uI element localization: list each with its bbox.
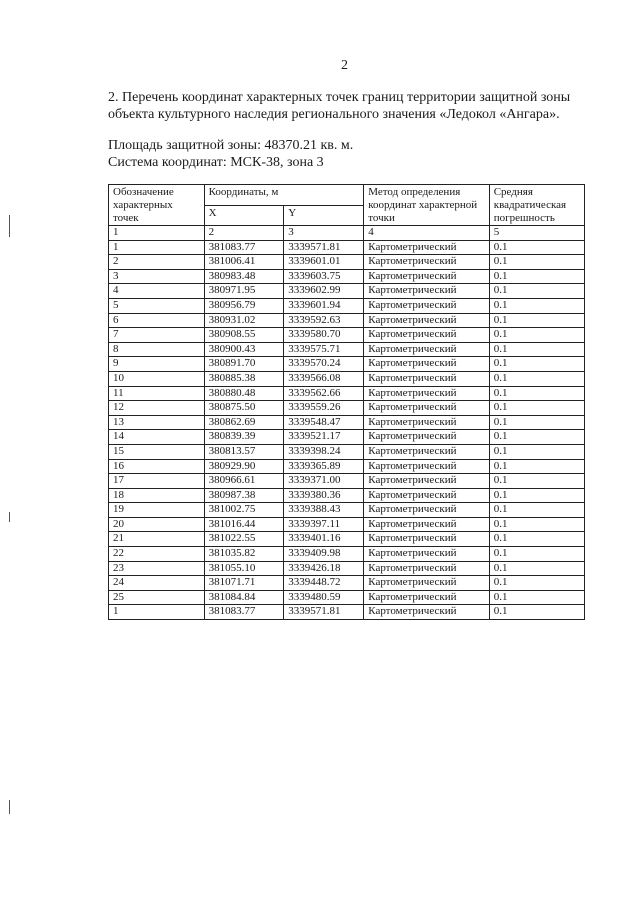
table-row bbox=[109, 255, 585, 270]
cell-method: Картометрический bbox=[364, 561, 489, 576]
table-row bbox=[109, 503, 585, 518]
cell-error: 0.1 bbox=[489, 576, 584, 591]
cell-x: 381006.41 bbox=[204, 255, 284, 270]
table-row bbox=[109, 357, 585, 372]
cell-x: 381084.84 bbox=[204, 590, 284, 605]
cell-y: 3339448.72 bbox=[284, 576, 364, 591]
scan-mark bbox=[9, 800, 10, 814]
cell-x: 381083.77 bbox=[204, 240, 284, 255]
table-row bbox=[109, 415, 585, 430]
cell-error: 0.1 bbox=[489, 444, 584, 459]
cell-x: 380900.43 bbox=[204, 342, 284, 357]
cell-error: 0.1 bbox=[489, 240, 584, 255]
cell-method: Картометрический bbox=[364, 357, 489, 372]
cell-method: Картометрический bbox=[364, 605, 489, 620]
cell-method: Картометрический bbox=[364, 459, 489, 474]
cell-point: 25 bbox=[109, 590, 205, 605]
cell-method: Картометрический bbox=[364, 517, 489, 532]
cell-x: 381002.75 bbox=[204, 503, 284, 518]
cell-point: 11 bbox=[109, 386, 205, 401]
cell-y: 3339575.71 bbox=[284, 342, 364, 357]
cell-y: 3339603.75 bbox=[284, 269, 364, 284]
cell-y: 3339592.63 bbox=[284, 313, 364, 328]
cell-point: 18 bbox=[109, 488, 205, 503]
cell-point: 10 bbox=[109, 371, 205, 386]
cell-method: Картометрический bbox=[364, 284, 489, 299]
table-row bbox=[109, 240, 585, 255]
table-row bbox=[109, 298, 585, 313]
cell-error: 0.1 bbox=[489, 255, 584, 270]
column-number: 2 bbox=[204, 226, 284, 241]
cell-method: Картометрический bbox=[364, 386, 489, 401]
cell-x: 380971.95 bbox=[204, 284, 284, 299]
cell-error: 0.1 bbox=[489, 269, 584, 284]
cell-point: 12 bbox=[109, 401, 205, 416]
cell-x: 380875.50 bbox=[204, 401, 284, 416]
column-number: 4 bbox=[364, 226, 489, 241]
cell-method: Картометрический bbox=[364, 342, 489, 357]
cell-x: 380987.38 bbox=[204, 488, 284, 503]
cell-point: 6 bbox=[109, 313, 205, 328]
header-x: X bbox=[204, 205, 284, 226]
cell-method: Картометрический bbox=[364, 415, 489, 430]
table-row bbox=[109, 430, 585, 445]
column-number-row bbox=[109, 226, 585, 241]
cell-x: 381055.10 bbox=[204, 561, 284, 576]
cell-error: 0.1 bbox=[489, 415, 584, 430]
header-method: Метод определения координат характерной точки bbox=[364, 185, 489, 226]
cell-point: 7 bbox=[109, 328, 205, 343]
cell-error: 0.1 bbox=[489, 371, 584, 386]
cell-point: 20 bbox=[109, 517, 205, 532]
cell-method: Картометрический bbox=[364, 576, 489, 591]
heading-line-1: 2. Перечень координат характерных точек границ территории защитной зоны bbox=[108, 90, 571, 105]
cell-y: 3339380.36 bbox=[284, 488, 364, 503]
cell-x: 380891.70 bbox=[204, 357, 284, 372]
cell-method: Картометрический bbox=[364, 430, 489, 445]
header-y: Y bbox=[284, 205, 364, 226]
cell-point: 4 bbox=[109, 284, 205, 299]
cell-error: 0.1 bbox=[489, 547, 584, 562]
cell-point: 15 bbox=[109, 444, 205, 459]
cell-method: Картометрический bbox=[364, 474, 489, 489]
cell-method: Картометрический bbox=[364, 444, 489, 459]
cell-x: 381022.55 bbox=[204, 532, 284, 547]
cell-x: 380908.55 bbox=[204, 328, 284, 343]
cell-x: 380929.90 bbox=[204, 459, 284, 474]
cell-error: 0.1 bbox=[489, 590, 584, 605]
table-row bbox=[109, 532, 585, 547]
cell-x: 381035.82 bbox=[204, 547, 284, 562]
column-number: 3 bbox=[284, 226, 364, 241]
cell-point: 9 bbox=[109, 357, 205, 372]
cell-point: 3 bbox=[109, 269, 205, 284]
cell-error: 0.1 bbox=[489, 532, 584, 547]
cell-error: 0.1 bbox=[489, 488, 584, 503]
table-row bbox=[109, 590, 585, 605]
table-row bbox=[109, 459, 585, 474]
cell-x: 380862.69 bbox=[204, 415, 284, 430]
column-number: 5 bbox=[489, 226, 584, 241]
cell-y: 3339365.89 bbox=[284, 459, 364, 474]
cell-method: Картометрический bbox=[364, 371, 489, 386]
cell-y: 3339397.11 bbox=[284, 517, 364, 532]
column-number: 1 bbox=[109, 226, 205, 241]
cell-error: 0.1 bbox=[489, 430, 584, 445]
cell-point: 24 bbox=[109, 576, 205, 591]
cell-y: 3339401.16 bbox=[284, 532, 364, 547]
cell-error: 0.1 bbox=[489, 284, 584, 299]
cell-y: 3339559.26 bbox=[284, 401, 364, 416]
cell-error: 0.1 bbox=[489, 342, 584, 357]
cell-point: 8 bbox=[109, 342, 205, 357]
cell-x: 380931.02 bbox=[204, 313, 284, 328]
cell-x: 380813.57 bbox=[204, 444, 284, 459]
cell-point: 21 bbox=[109, 532, 205, 547]
cell-point: 1 bbox=[109, 605, 205, 620]
scan-mark bbox=[9, 215, 10, 237]
cell-error: 0.1 bbox=[489, 561, 584, 576]
cell-method: Картометрический bbox=[364, 401, 489, 416]
cell-point: 23 bbox=[109, 561, 205, 576]
header-coords: Координаты, м bbox=[204, 185, 364, 206]
cell-y: 3339571.81 bbox=[284, 240, 364, 255]
table-row bbox=[109, 547, 585, 562]
coordinate-system: Система координат: МСК-38, зона 3 bbox=[108, 155, 324, 170]
cell-error: 0.1 bbox=[489, 605, 584, 620]
table-row bbox=[109, 342, 585, 357]
zone-area: Площадь защитной зоны: 48370.21 кв. м. bbox=[108, 138, 354, 153]
cell-method: Картометрический bbox=[364, 532, 489, 547]
cell-method: Картометрический bbox=[364, 503, 489, 518]
table-row bbox=[109, 444, 585, 459]
table-body bbox=[109, 240, 585, 619]
cell-error: 0.1 bbox=[489, 313, 584, 328]
cell-point: 22 bbox=[109, 547, 205, 562]
table-row bbox=[109, 401, 585, 416]
cell-y: 3339601.01 bbox=[284, 255, 364, 270]
cell-error: 0.1 bbox=[489, 386, 584, 401]
cell-method: Картометрический bbox=[364, 255, 489, 270]
zone-meta bbox=[108, 137, 353, 171]
cell-method: Картометрический bbox=[364, 590, 489, 605]
table-row bbox=[109, 386, 585, 401]
table-row bbox=[109, 605, 585, 620]
cell-x: 380956.79 bbox=[204, 298, 284, 313]
scan-mark bbox=[9, 512, 10, 522]
cell-y: 3339601.94 bbox=[284, 298, 364, 313]
cell-y: 3339570.24 bbox=[284, 357, 364, 372]
cell-y: 3339521.17 bbox=[284, 430, 364, 445]
cell-error: 0.1 bbox=[489, 298, 584, 313]
cell-error: 0.1 bbox=[489, 401, 584, 416]
cell-method: Картометрический bbox=[364, 328, 489, 343]
cell-point: 13 bbox=[109, 415, 205, 430]
cell-error: 0.1 bbox=[489, 357, 584, 372]
cell-x: 380966.61 bbox=[204, 474, 284, 489]
cell-y: 3339371.00 bbox=[284, 474, 364, 489]
table-row bbox=[109, 313, 585, 328]
cell-error: 0.1 bbox=[489, 517, 584, 532]
cell-point: 14 bbox=[109, 430, 205, 445]
cell-point: 16 bbox=[109, 459, 205, 474]
heading-line-2: объекта культурного наследия регионального значения «Ледокол «Ангара». bbox=[108, 107, 560, 122]
cell-method: Картометрический bbox=[364, 547, 489, 562]
section-heading bbox=[108, 89, 598, 123]
table-row bbox=[109, 269, 585, 284]
cell-point: 5 bbox=[109, 298, 205, 313]
cell-x: 381016.44 bbox=[204, 517, 284, 532]
cell-x: 381083.77 bbox=[204, 605, 284, 620]
cell-y: 3339562.66 bbox=[284, 386, 364, 401]
cell-error: 0.1 bbox=[489, 328, 584, 343]
table-row bbox=[109, 328, 585, 343]
cell-method: Картометрический bbox=[364, 240, 489, 255]
cell-method: Картометрический bbox=[364, 298, 489, 313]
cell-y: 3339602.99 bbox=[284, 284, 364, 299]
cell-y: 3339480.59 bbox=[284, 590, 364, 605]
cell-error: 0.1 bbox=[489, 459, 584, 474]
cell-point: 19 bbox=[109, 503, 205, 518]
cell-y: 3339580.70 bbox=[284, 328, 364, 343]
table-row bbox=[109, 561, 585, 576]
table-row bbox=[109, 488, 585, 503]
cell-error: 0.1 bbox=[489, 474, 584, 489]
header-error: Средняя квадратическая погрешность bbox=[489, 185, 584, 226]
cell-error: 0.1 bbox=[489, 503, 584, 518]
cell-y: 3339388.43 bbox=[284, 503, 364, 518]
cell-method: Картометрический bbox=[364, 313, 489, 328]
cell-y: 3339426.18 bbox=[284, 561, 364, 576]
cell-x: 380880.48 bbox=[204, 386, 284, 401]
header-point: Обозначение характерных точек bbox=[109, 185, 205, 226]
table-row bbox=[109, 284, 585, 299]
page-number: 2 bbox=[341, 58, 348, 73]
cell-point: 17 bbox=[109, 474, 205, 489]
table-row bbox=[109, 474, 585, 489]
cell-y: 3339548.47 bbox=[284, 415, 364, 430]
cell-method: Картометрический bbox=[364, 269, 489, 284]
cell-x: 380885.38 bbox=[204, 371, 284, 386]
cell-x: 380983.48 bbox=[204, 269, 284, 284]
cell-y: 3339571.81 bbox=[284, 605, 364, 620]
cell-y: 3339398.24 bbox=[284, 444, 364, 459]
cell-point: 1 bbox=[109, 240, 205, 255]
cell-point: 2 bbox=[109, 255, 205, 270]
table-row bbox=[109, 576, 585, 591]
table-row bbox=[109, 517, 585, 532]
table-row bbox=[109, 371, 585, 386]
cell-x: 380839.39 bbox=[204, 430, 284, 445]
cell-y: 3339566.08 bbox=[284, 371, 364, 386]
coordinates-table bbox=[108, 184, 585, 620]
cell-y: 3339409.98 bbox=[284, 547, 364, 562]
cell-x: 381071.71 bbox=[204, 576, 284, 591]
cell-method: Картометрический bbox=[364, 488, 489, 503]
